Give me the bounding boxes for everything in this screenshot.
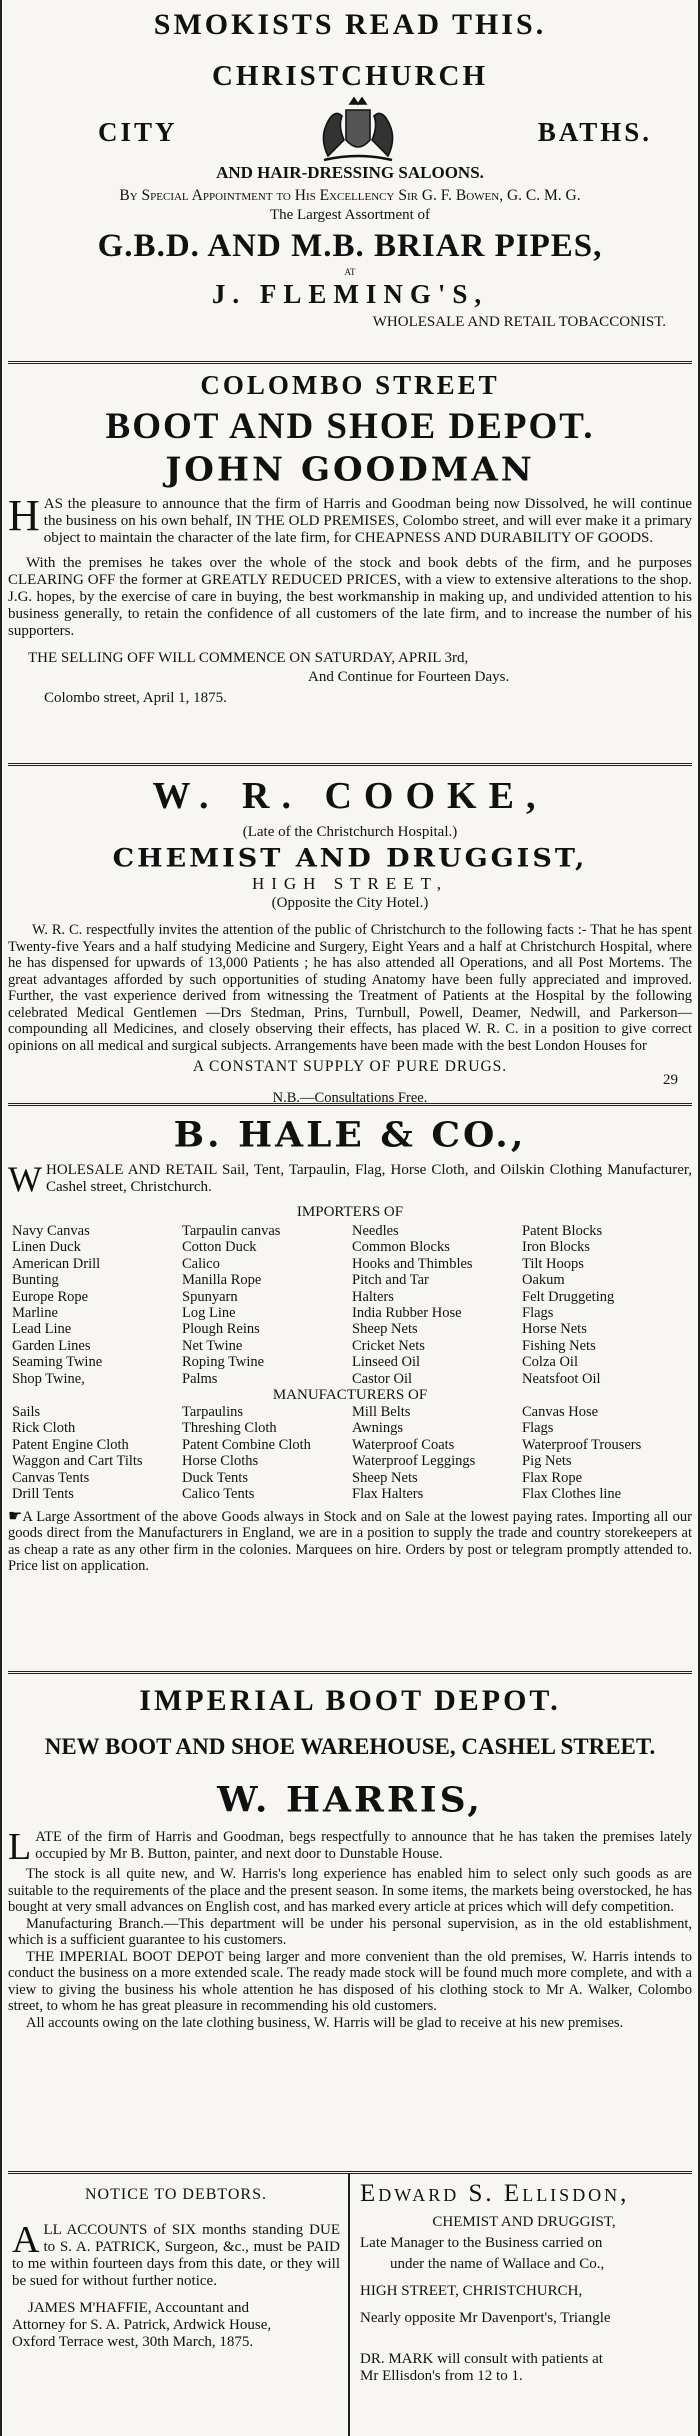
list-item: Waggon and Cart Tilts — [12, 1453, 143, 1470]
goodman-name: JOHN GOODMAN — [165, 451, 535, 489]
list-item: Castor Oil — [352, 1370, 413, 1387]
cooke-late: (Late of the Christchurch Hospital.) — [242, 824, 458, 840]
list-item: Felt Druggeting — [522, 1288, 615, 1305]
importers-col-4 — [522, 1223, 692, 1387]
list-item: Canvas Hose — [522, 1404, 599, 1421]
list-item: Calico Tents — [182, 1486, 255, 1503]
list-item: Colza Oil — [522, 1354, 578, 1371]
manufacturers-list — [8, 1404, 692, 1502]
list-item: Waterproof Trousers — [522, 1436, 642, 1453]
list-item: Flags — [522, 1305, 554, 1322]
list-item: Horse Cloths — [182, 1453, 259, 1470]
notice-para — [12, 2219, 340, 2290]
list-item: Garden Lines — [12, 1337, 91, 1354]
list-item: Duck Tents — [182, 1469, 248, 1486]
list-item: Awnings — [352, 1420, 404, 1437]
list-item: Neatsfoot Oil — [522, 1370, 601, 1387]
list-item: Palms — [182, 1370, 218, 1387]
list-item: Common Blocks — [352, 1239, 450, 1256]
city-baths-line — [8, 97, 692, 167]
continue-line: And Continue for Fourteen Days. — [308, 669, 510, 685]
cooke-para: W. R. C. respectfully invites the attention of the public of Christchurch to the following facts :- That he has spent Twenty-five Years and a half studying Medicine and Surgery, Eight Years and a half at Christchurch Hospital, where he has dispensed for upwards of 13,000 Patients ; he has also attended all Operations, and all Post Mortems. The great advantages afforded by such opportunities of studing Anatomy have been fully appreciated and improved. Further, the vast experience derived from witnessing the Treatment of Patients at the Hospital by the following celebrated Medical Gentlemen —Drs Stedman, Prins, Turnbull, Powell, Deamer, Nedwill, and Parkerson—compounding all Medicines, and closely observing their effects, has placed W. R. C. in a position to give correct opinions on all medical and surgical subjects. Arrangements have been made with the best London Houses for — [8, 922, 692, 1054]
list-item: Mill Belts — [352, 1404, 411, 1421]
list-item: Oakum — [522, 1272, 565, 1289]
ellisdon-line-5: DR. MARK will consult with patients at — [360, 2351, 603, 2367]
ad-cooke — [8, 766, 692, 1106]
notice-para-text: LL ACCOUNTS of SIX months standing DUE to S. A. PATRICK, Surgeon, &c., must be PAID to me within fourteen days from this date, or they will be sued for without further notice. — [12, 2222, 340, 2289]
manufacturers-col-4 — [522, 1404, 692, 1502]
list-item: Sheep Nets — [352, 1469, 418, 1486]
harris-para4: THE IMPERIAL BOOT DEPOT being larger and more convenient than the old premises, W. Harris intends to conduct the business on a more extended scale. The ready made stock will be found much more complete, and with a view to giving the business his whole attention he has disposed of his clothing stock to Mr A. Walker, Colombo street, to whom he has great pleasure in recommending his old customers. — [8, 1948, 692, 2014]
cooke-name: W. R. COOKE, — [152, 775, 548, 817]
pointing-hand-icon: ☛ — [8, 1507, 23, 1525]
list-item: Halters — [352, 1288, 394, 1305]
list-item: Log Line — [182, 1305, 236, 1322]
list-item: Waterproof Coats — [352, 1436, 455, 1453]
list-item: Iron Blocks — [522, 1239, 591, 1256]
list-item: Flax Halters — [352, 1486, 424, 1503]
baths-word: BATHS. — [537, 116, 652, 147]
list-item: Hooks and Thimbles — [352, 1255, 473, 1272]
list-item: Linseed Oil — [352, 1354, 421, 1371]
hale-intro — [8, 1159, 692, 1199]
hale-name: B. HALE & CO., — [173, 1115, 527, 1155]
list-item: Tarpaulins — [182, 1404, 243, 1421]
page-number: 29 — [663, 1072, 678, 1088]
bottom-row — [8, 2174, 692, 2436]
list-item: Bunting — [12, 1272, 59, 1289]
list-item: Needles — [352, 1223, 399, 1239]
list-item: Fishing Nets — [522, 1337, 596, 1354]
smokists-headline: SMOKISTS READ THIS. — [153, 8, 547, 41]
list-item: Shop Twine, — [12, 1370, 85, 1387]
list-item: Pitch and Tar — [352, 1272, 429, 1289]
ad-notice-debtors — [8, 2174, 350, 2436]
list-item: Calico — [182, 1255, 220, 1272]
consultations-free: N.B.—Consultations Free. — [272, 1090, 428, 1106]
dropcap-a: A — [12, 2219, 40, 2261]
goodman-date: Colombo street, April 1, 1875. — [44, 690, 227, 706]
dropcap-l: L — [8, 1826, 32, 1868]
harris-para1 — [8, 1826, 692, 1868]
list-item: Pig Nets — [522, 1453, 572, 1470]
list-item: American Drill — [12, 1255, 101, 1272]
ellisdon-title: CHEMIST AND DRUGGIST, — [432, 2214, 616, 2230]
ellisdon-line-4: Nearly opposite Mr Davenport's, Triangle — [360, 2310, 611, 2326]
harris-para2: The stock is all quite new, and W. Harris's long experience has enabled him to select only such goods as are suitable to the requirements of the place and the present season. In some items, the markets being overstocked, he has bought at very small advances on English cost, and has marked every article at prices which will defy competition. — [8, 1866, 692, 1915]
pure-drugs-line: A CONSTANT SUPPLY OF PURE DRUGS. — [192, 1058, 508, 1075]
goodman-para2: With the premises he takes over the whole of the stock and book debts of the firm, and he purposes CLEARING OFF the former at GREATLY REDUCED PRICES, with a view to extensive alterations to the shop. J.G. hopes, by the exercise of care in buying, the best workmanship in making up, and undivided attention to his business generally, to retain the confidence of all customers of the late firm, and to increase the number of his supporters. — [8, 555, 692, 639]
list-item: Patent Blocks — [522, 1223, 603, 1239]
list-item: Canvas Tents — [12, 1469, 90, 1486]
list-item: Plough Reins — [182, 1321, 260, 1338]
boot-shoe-depot-title: BOOT AND SHOE DEPOT. — [105, 406, 595, 447]
list-item: India Rubber Hose — [352, 1305, 462, 1322]
list-item: Tarpaulin canvas — [182, 1223, 281, 1239]
list-item: Spunyarn — [182, 1288, 238, 1305]
ad-hale — [8, 1106, 692, 1674]
hale-intro-text: HOLESALE AND RETAIL Sail, Tent, Tarpaulin, Flag, Horse Cloth, and Oilskin Clothing Manufacturer, Cashel street, Christchurch. — [45, 1162, 692, 1195]
list-item: Net Twine — [182, 1337, 243, 1354]
tobacconist-line: WHOLESALE AND RETAIL TOBACCONIST. — [372, 314, 666, 330]
briar-pipes-line: G.B.D. AND M.B. BRIAR PIPES, — [97, 228, 603, 264]
list-item: Seaming Twine — [12, 1354, 103, 1371]
importers-heading: IMPORTERS OF — [296, 1204, 404, 1220]
ellisdon-line-2: under the name of Wallace and Co., — [390, 2256, 605, 2272]
importers-col-3 — [352, 1223, 522, 1387]
selling-off-line: THE SELLING OFF WILL COMMENCE ON SATURDAY, APRIL 3rd, — [28, 650, 469, 666]
ad-smokists — [8, 0, 692, 364]
coat-of-arms-icon — [298, 96, 418, 169]
list-item: Manilla Rope — [182, 1272, 262, 1289]
list-item: Cotton Duck — [182, 1239, 257, 1256]
manufacturers-col-3 — [352, 1404, 522, 1502]
harris-para5: All accounts owing on the late clothing business, W. Harris will be glad to receive at his new premises. — [26, 2014, 624, 2031]
fleming-name: J. FLEMING'S, — [211, 279, 489, 309]
list-item: Flags — [522, 1420, 554, 1437]
manufacturers-col-2 — [182, 1404, 352, 1502]
city-word: CITY — [98, 116, 178, 147]
new-warehouse-line: NEW BOOT AND SHOE WAREHOUSE, CASHEL STREET. — [44, 1734, 656, 1759]
manufacturers-col-1 — [12, 1404, 182, 1502]
list-item: Cricket Nets — [352, 1337, 425, 1354]
ellisdon-name: Edward S. Ellisdon, — [360, 2180, 630, 2207]
notice-sign-2: Attorney for S. A. Patrick, Ardwick House, — [12, 2317, 272, 2333]
list-item: Flax Rope — [522, 1469, 583, 1486]
list-item: Roping Twine — [182, 1354, 265, 1371]
hale-footer — [8, 1509, 692, 1575]
list-item: Patent Engine Cloth — [12, 1436, 129, 1453]
harris-name: W. HARRIS, — [217, 1780, 483, 1820]
goodman-para1 — [8, 491, 692, 547]
notice-sign-1: JAMES M'HAFFIE, Accountant and — [28, 2300, 250, 2316]
christchurch-title: CHRISTCHURCH — [211, 60, 489, 92]
list-item: Drill Tents — [12, 1486, 74, 1503]
colombo-street-title: COLOMBO STREET — [200, 370, 500, 400]
list-item: Lead Line — [12, 1321, 72, 1338]
list-item: Linen Duck — [12, 1239, 81, 1256]
assortment-line: The Largest Assortment of — [269, 207, 431, 223]
notice-sign-3: Oxford Terrace west, 30th March, 1875. — [12, 2334, 254, 2350]
list-item: Patent Combine Cloth — [182, 1436, 311, 1453]
hale-footer-text: A Large Assortment of the above Goods always in Stock and on Sale at the lowest paying rates. Importing all our goods direct from the Manufacturers in England, we are in a position to supply the trade and country storekeepers at as cheap a rate as any other firm in the colonies. Marquees on hire. Orders by post or telegram promptly attended to. Price list on application. — [8, 1508, 692, 1574]
dropcap-w: W — [8, 1159, 42, 1199]
dropcap-h: H — [8, 491, 40, 540]
chemist-druggist-title: CHEMIST AND DRUGGIST, — [112, 843, 588, 874]
opposite-hotel: (Opposite the City Hotel.) — [271, 895, 429, 911]
ellisdon-line-1: Late Manager to the Business carried on — [360, 2235, 603, 2251]
hairdressing-line: AND HAIR-DRESSING SALOONS. — [216, 163, 484, 182]
list-item: Marline — [12, 1305, 58, 1322]
at-word: AT — [344, 267, 356, 277]
ad-harris — [8, 1674, 692, 2174]
manufacturers-heading: MANUFACTURERS OF — [272, 1387, 428, 1404]
list-item: Rick Cloth — [12, 1420, 76, 1437]
list-item: Threshing Cloth — [182, 1420, 277, 1437]
importers-list — [8, 1223, 692, 1387]
ellisdon-line-6: Mr Ellisdon's from 12 to 1. — [360, 2368, 523, 2384]
appointment-line: By Special Appointment to His Excellency Sir G. F. Bowen, G. C. M. G. — [119, 187, 581, 204]
harris-para3: Manufacturing Branch.—This department will be under his personal supervision, as in the old establishment, which is a sufficient guarantee to his customers. — [8, 1915, 692, 1948]
list-item: Tilt Hoops — [522, 1255, 584, 1272]
importers-col-2 — [182, 1223, 352, 1387]
list-item: Horse Nets — [522, 1321, 587, 1338]
list-item: Flax Clothes line — [522, 1486, 622, 1503]
goodman-para1-text: AS the pleasure to announce that the firm of Harris and Goodman being now Dissolved, he will continue the business on his own behalf, IN THE OLD PREMISES, Colombo street, and will ever make it a primary object to maintain the character of the late firm, for CHEAPNESS AND DURABILITY OF GOODS. — [43, 496, 692, 546]
list-item: Navy Canvas — [12, 1223, 90, 1239]
notice-heading: NOTICE TO DEBTORS. — [84, 2186, 267, 2203]
importers-col-1 — [12, 1223, 182, 1387]
ellisdon-line-3: HIGH STREET, CHRISTCHURCH, — [360, 2283, 583, 2299]
list-item: Europe Rope — [12, 1288, 89, 1305]
list-item: Sails — [12, 1404, 41, 1421]
ad-goodman — [8, 364, 692, 766]
ad-ellisdon — [350, 2174, 692, 2436]
imperial-boot-depot-title: IMPERIAL BOOT DEPOT. — [139, 1684, 561, 1717]
high-street: HIGH STREET, — [251, 874, 449, 893]
list-item: Sheep Nets — [352, 1321, 418, 1338]
harris-para1-text: ATE of the firm of Harris and Goodman, begs respectfully to announce that he has taken the premises lately occupied by Mr B. Button, painter, and next door to Dunstable House. — [35, 1829, 692, 1862]
list-item: Waterproof Leggings — [352, 1453, 476, 1470]
